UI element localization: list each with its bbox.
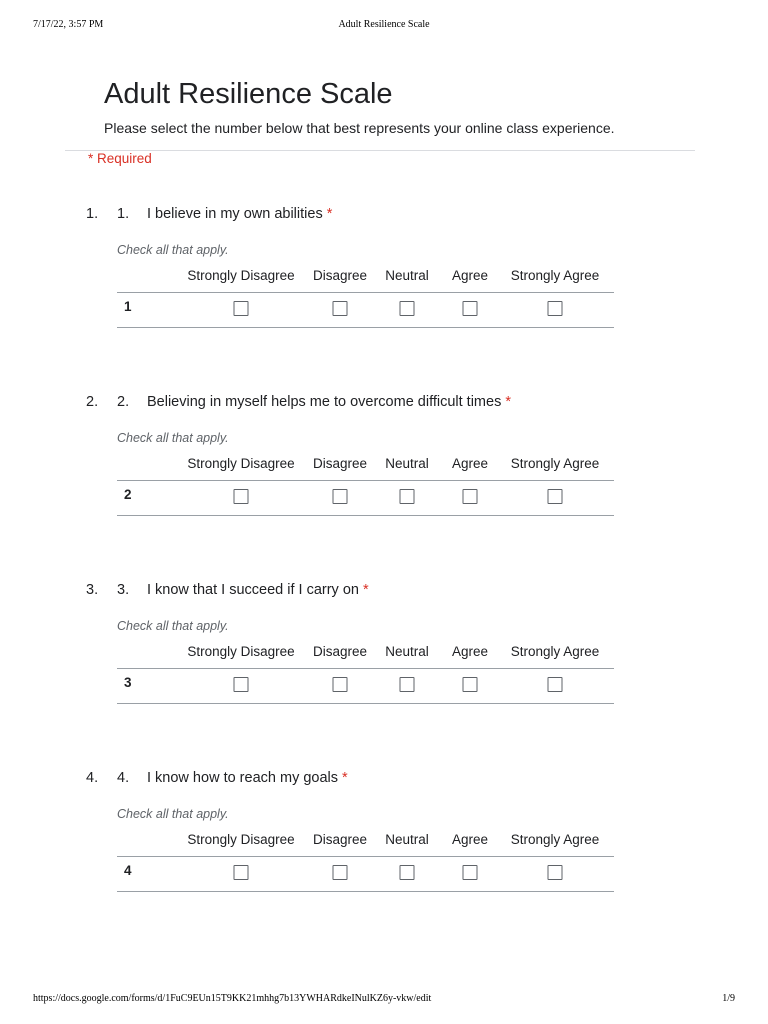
col-header-strongly-disagree: Strongly Disagree	[187, 268, 295, 283]
question-outer-number: 4.	[86, 770, 99, 786]
print-footer	[33, 993, 735, 1007]
question-text-wrap	[147, 770, 348, 786]
question-2	[0, 394, 768, 534]
question-text: I know how to reach my goals	[147, 770, 339, 786]
col-header-disagree: Disagree	[312, 456, 368, 471]
question-outer-number: 1.	[86, 206, 99, 222]
form-description: Please select the number below that best represents your online class experience.	[104, 120, 615, 136]
print-url: https://docs.google.com/forms/d/1FuC9EUn15T9KK21mhhg7b13YWHARdkeINulKZ6y-vkw/edit	[33, 993, 432, 1004]
checkbox-strongly-disagree[interactable]	[234, 865, 249, 880]
checkbox-agree[interactable]	[463, 677, 478, 692]
question-hint: Check all that apply.	[117, 619, 229, 633]
question-4	[0, 770, 768, 910]
grid-bottom-line	[117, 515, 614, 516]
question-hint: Check all that apply.	[117, 431, 229, 445]
col-header-disagree: Disagree	[312, 268, 368, 283]
checkbox-neutral[interactable]	[400, 489, 415, 504]
grid-top-line	[117, 292, 614, 293]
col-header-neutral: Neutral	[385, 456, 429, 471]
checkbox-disagree[interactable]	[333, 865, 348, 880]
checkbox-neutral[interactable]	[400, 677, 415, 692]
checkbox-grid	[117, 832, 614, 892]
checkbox-neutral[interactable]	[400, 301, 415, 316]
row-label: 4	[124, 863, 132, 878]
question-3	[0, 582, 768, 722]
col-header-strongly-disagree: Strongly Disagree	[187, 832, 295, 847]
col-header-disagree: Disagree	[312, 832, 368, 847]
checkbox-strongly-agree[interactable]	[548, 301, 563, 316]
form-title: Adult Resilience Scale	[104, 78, 393, 110]
print-page-number: 1/9	[722, 993, 735, 1004]
col-header-strongly-agree: Strongly Agree	[510, 832, 600, 847]
print-doc-title: Adult Resilience Scale	[338, 19, 430, 30]
question-text-wrap	[147, 394, 511, 410]
question-inner-number: 3.	[117, 582, 130, 598]
checkbox-strongly-agree[interactable]	[548, 865, 563, 880]
col-header-agree: Agree	[451, 456, 489, 471]
col-header-agree: Agree	[451, 832, 489, 847]
checkbox-strongly-disagree[interactable]	[234, 489, 249, 504]
header-divider	[65, 150, 695, 151]
checkbox-strongly-disagree[interactable]	[234, 301, 249, 316]
checkbox-disagree[interactable]	[333, 489, 348, 504]
question-inner-number: 1.	[117, 206, 130, 222]
col-header-neutral: Neutral	[385, 644, 429, 659]
row-label: 1	[124, 299, 132, 314]
col-header-strongly-agree: Strongly Agree	[510, 268, 600, 283]
checkbox-strongly-agree[interactable]	[548, 677, 563, 692]
question-hint: Check all that apply.	[117, 807, 229, 821]
checkbox-agree[interactable]	[463, 489, 478, 504]
question-text: Believing in myself helps me to overcome difficult times	[147, 394, 502, 410]
col-header-strongly-disagree: Strongly Disagree	[187, 456, 295, 471]
col-header-strongly-disagree: Strongly Disagree	[187, 644, 295, 659]
question-text-wrap	[147, 582, 369, 598]
question-outer-number: 3.	[86, 582, 99, 598]
required-asterisk: *	[363, 582, 369, 598]
required-asterisk: *	[326, 206, 333, 222]
grid-top-line	[117, 668, 614, 669]
checkbox-agree[interactable]	[463, 301, 478, 316]
row-label: 2	[124, 487, 132, 502]
checkbox-strongly-agree[interactable]	[548, 489, 563, 504]
checkbox-disagree[interactable]	[333, 301, 348, 316]
grid-top-line	[117, 856, 614, 857]
required-asterisk: *	[505, 394, 512, 410]
checkbox-grid	[117, 456, 614, 516]
question-inner-number: 4.	[117, 770, 130, 786]
print-datetime: 7/17/22, 3:57 PM	[33, 19, 104, 30]
question-hint: Check all that apply.	[117, 243, 229, 257]
grid-top-line	[117, 480, 614, 481]
required-asterisk: *	[342, 770, 348, 786]
checkbox-grid	[117, 268, 614, 328]
col-header-neutral: Neutral	[385, 832, 429, 847]
grid-bottom-line	[117, 703, 614, 704]
required-note: * Required	[88, 151, 152, 166]
question-1	[0, 206, 768, 346]
grid-bottom-line	[117, 327, 614, 328]
checkbox-strongly-disagree[interactable]	[234, 677, 249, 692]
col-header-disagree: Disagree	[312, 644, 368, 659]
col-header-strongly-agree: Strongly Agree	[510, 456, 600, 471]
checkbox-disagree[interactable]	[333, 677, 348, 692]
row-label: 3	[124, 675, 132, 690]
question-text-wrap	[147, 206, 332, 222]
grid-bottom-line	[117, 891, 614, 892]
checkbox-agree[interactable]	[463, 865, 478, 880]
checkbox-neutral[interactable]	[400, 865, 415, 880]
col-header-agree: Agree	[451, 268, 489, 283]
question-inner-number: 2.	[117, 394, 130, 410]
checkbox-grid	[117, 644, 614, 704]
question-text: I know that I succeed if I carry on	[147, 582, 359, 598]
col-header-neutral: Neutral	[385, 268, 429, 283]
print-header	[33, 19, 735, 33]
col-header-agree: Agree	[451, 644, 489, 659]
question-outer-number: 2.	[86, 394, 99, 410]
question-text: I believe in my own abilities	[147, 206, 323, 222]
col-header-strongly-agree: Strongly Agree	[510, 644, 600, 659]
